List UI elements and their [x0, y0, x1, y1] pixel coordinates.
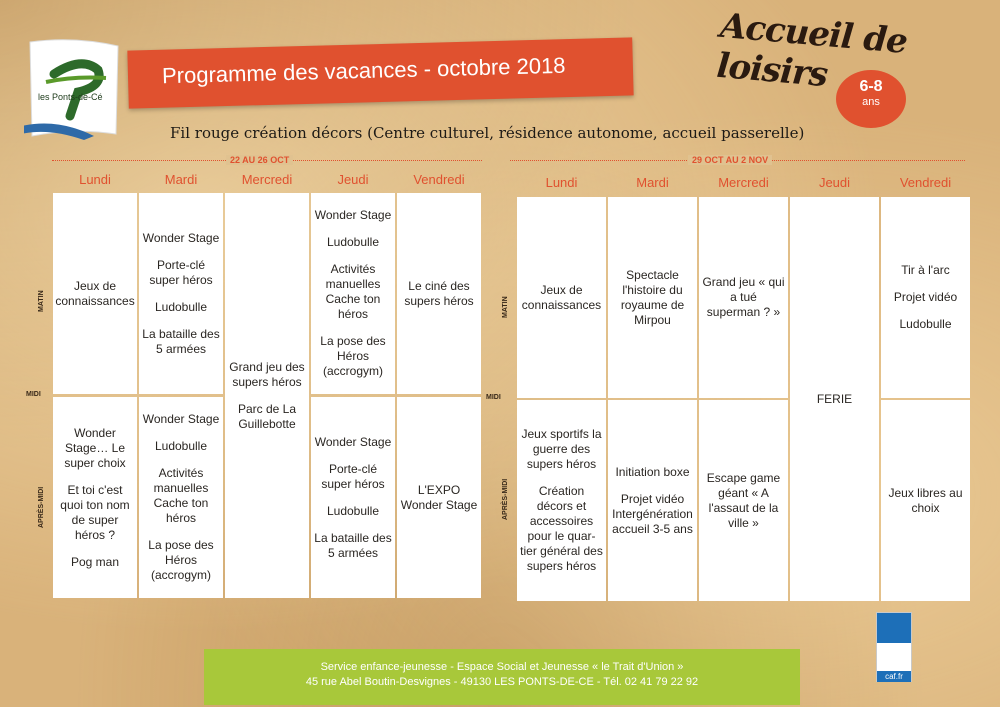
week1-midi-label: MIDI	[26, 391, 41, 398]
activity: Jeux libres au choix	[888, 485, 963, 515]
activity: Création décors et accessoires pour le quar-tier général des supers héros	[520, 484, 603, 573]
activity: La bataille des 5 armées	[142, 326, 220, 356]
w1-am-lundi	[53, 397, 137, 598]
activity: Projet vidéo Intergénération accueil 3-5 ans	[612, 491, 693, 536]
w1-am-vendredi	[397, 397, 481, 598]
w2-matin-mardi	[608, 197, 697, 398]
w2-matin-vendredi	[881, 197, 970, 398]
activity: Wonder Stage	[314, 208, 392, 222]
activity: Spectacle l'histoire du royaume de Mirpou	[620, 267, 685, 327]
activity: Escape game géant « A l'assaut de la ville »	[706, 470, 781, 530]
w2-matin-lundi	[517, 197, 606, 398]
week1-apres-midi-label: APRÈS-MIDI	[38, 486, 45, 528]
page-title: Programme des vacances - octobre 2018	[161, 52, 566, 89]
activity: Activités manuelles Cache ton héros	[153, 466, 209, 525]
week2-apres-midi-label: APRÈS-MIDI	[502, 478, 509, 520]
activity: Grand jeu des supers héros	[229, 359, 305, 389]
age-badge	[836, 70, 906, 128]
activity: FERIE	[816, 391, 853, 406]
week2-day-vendredi: Vendredi	[899, 175, 952, 190]
footer-line-1: Service enfance-jeunesse - Espace Social et Jeunesse « le Trait d'Union »	[320, 661, 684, 673]
w2-am-vendredi	[881, 400, 970, 601]
activity: Ludobulle	[899, 317, 952, 331]
activity: Projet vidéo	[893, 290, 958, 304]
activity: Ludobulle	[326, 235, 380, 249]
activity: Grand jeu « qui a tué superman ? »	[702, 275, 785, 319]
week2-day-jeudi: Jeudi	[818, 175, 851, 190]
w1-am-mardi	[139, 397, 223, 598]
w1-matin-mardi	[139, 193, 223, 394]
activity: Et toi c'est quoi ton nom de super héros ?	[60, 482, 130, 542]
activity: Jeux de connaissances	[521, 282, 602, 312]
activity: Ludobulle	[154, 299, 208, 314]
week2-day-mardi: Mardi	[636, 175, 669, 190]
week1-day-vendredi: Vendredi	[413, 172, 465, 187]
week1-day-mardi: Mardi	[164, 172, 198, 187]
activity: Jeux sportifs la guerre des supers héros	[521, 427, 602, 471]
logo-text: les Ponts-de-Cé	[38, 92, 103, 102]
footer-bar	[204, 649, 800, 705]
week2-dates: 29 OCT AU 2 NOV	[688, 155, 772, 165]
w2-jeudi-full	[790, 197, 879, 601]
activity: Parc de La Guillebotte	[237, 401, 297, 431]
activity: Ludobulle	[154, 439, 208, 453]
w2-am-mercredi	[699, 400, 788, 601]
w1-matin-lundi	[53, 193, 137, 394]
w1-mercredi-full	[225, 193, 309, 598]
w2-matin-mercredi	[699, 197, 788, 398]
activity: Activités manuelles Cache ton héros	[325, 262, 381, 321]
activity: Jeux de connaissances	[55, 278, 135, 308]
week1-dates: 22 AU 26 OCT	[226, 155, 293, 165]
caf-text: caf.fr	[877, 671, 911, 682]
caf-emblem-icon	[877, 613, 911, 643]
activity: Ludobulle	[326, 503, 380, 518]
week1-matin-label: MATIN	[38, 290, 45, 312]
week1-day-mercredi: Mercredi	[241, 172, 293, 187]
activity: L'EXPO Wonder Stage	[400, 482, 478, 512]
week2-day-mercredi: Mercredi	[718, 175, 769, 190]
accueil-title: Accueil de loisirs	[715, 5, 909, 96]
w2-am-mardi	[608, 400, 697, 601]
activity: Le ciné des supers héros	[404, 278, 474, 308]
w1-matin-vendredi	[397, 193, 481, 394]
activity: Porte-clé super héros	[149, 257, 213, 287]
week1-day-lundi: Lundi	[79, 172, 111, 187]
activity: Tir à l'arc	[901, 263, 950, 277]
ponts-de-ce-logo	[24, 36, 124, 140]
subtitle: Fil rouge création décors (Centre culturel, résidence autonome, accueil passerelle)	[170, 124, 805, 142]
age-unit: ans	[862, 96, 880, 108]
week2-midi-label: MIDI	[486, 394, 501, 401]
activity: La pose des Héros (accrogym)	[148, 538, 214, 582]
activity: Wonder Stage	[142, 412, 220, 426]
age-range: 6-8	[859, 78, 883, 95]
week2-day-lundi: Lundi	[545, 175, 578, 190]
activity: Wonder Stage	[314, 434, 392, 449]
week2-matin-label: MATIN	[502, 296, 509, 318]
activity: Pog man	[70, 554, 120, 569]
footer-line-2: 45 rue Abel Boutin-Desvignes - 49130 LES PONTS-DE-CE - Tél. 02 41 79 22 92	[305, 676, 699, 688]
activity: Initiation boxe	[615, 464, 690, 479]
activity: Wonder Stage	[142, 230, 220, 245]
week1-day-jeudi: Jeudi	[337, 172, 369, 187]
activity: La pose des Héros (accrogym)	[320, 334, 386, 378]
activity: La bataille des 5 armées	[314, 530, 392, 560]
activity: Porte-clé super héros	[321, 461, 385, 491]
w1-matin-jeudi	[311, 193, 395, 394]
w2-am-lundi	[517, 400, 606, 601]
caf-logo	[876, 612, 912, 682]
w1-am-jeudi	[311, 397, 395, 598]
activity: Wonder Stage… Le super choix	[64, 425, 126, 470]
